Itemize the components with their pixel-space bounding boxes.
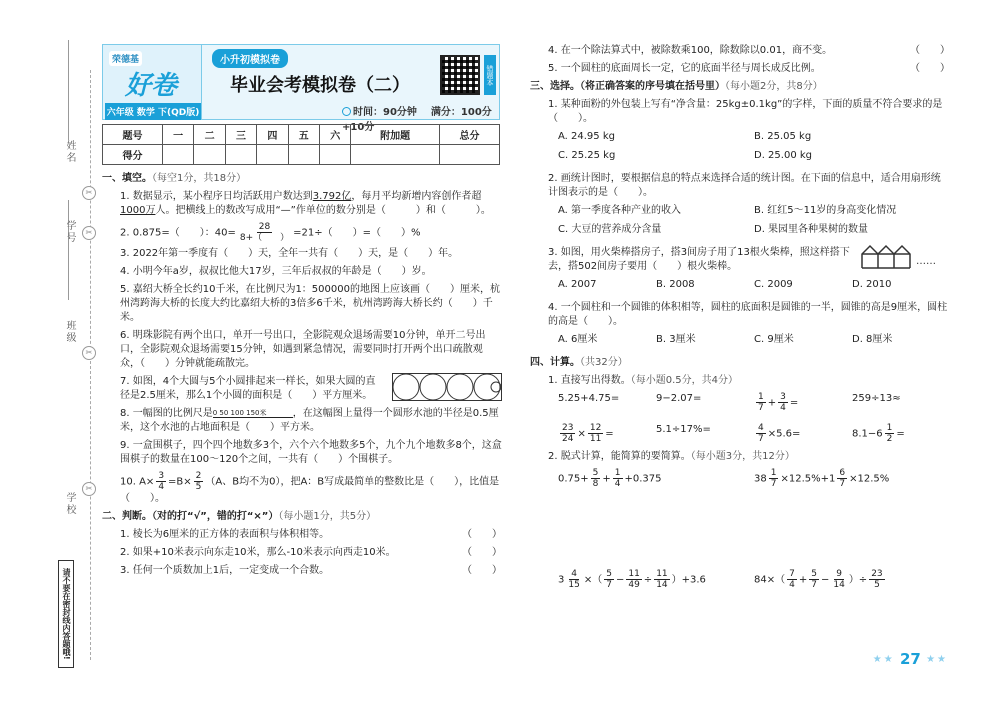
option[interactable]: B. 红红5～11岁的身高变化情况 (754, 205, 897, 216)
fraction (238, 222, 291, 243)
q-text: =B× (168, 476, 192, 488)
q-text: 2. 0.875=（ ）：40= (120, 227, 236, 239)
score-cell[interactable] (225, 145, 256, 165)
q-note: （每小题3分，共12分） (690, 451, 795, 462)
calc-1 (530, 374, 950, 388)
exam-type-tag: 小升初模拟卷 (212, 49, 288, 68)
choice-1: 1. 某种面粉的外包装上写有“净含量：25kg±0.1kg”的字样，下面的质量不符合要求的是（ ）。 (548, 99, 943, 124)
option[interactable]: A. 2007 (558, 279, 597, 290)
right-column (530, 44, 950, 596)
calc-item: $\frac{4}{7}$ ×5.6= (758, 423, 801, 444)
section-note: （每小题2分，共8分） (725, 81, 823, 92)
fraction (194, 471, 204, 492)
question-1 (102, 190, 502, 218)
score-cell[interactable] (439, 145, 499, 165)
question-9: 9. 一盒围棋子，四个四个地数多3个，六个六个地数多5个，九个九个地数多8个，这盒围棋子的数量在100～120个之间，一共有（ ）个围棋子。 (120, 440, 502, 465)
calc-item: 9−2.07= (656, 393, 702, 404)
option[interactable]: C. 2009 (754, 279, 793, 290)
option[interactable]: B. 3厘米 (656, 334, 696, 345)
question-7 (102, 375, 502, 403)
class-label: 班级 (64, 320, 75, 344)
answer-space[interactable] (530, 495, 950, 569)
q-text: 1. 数据显示，某小程序日均活跃用户数达到 (120, 191, 313, 202)
choice-1-options (530, 130, 950, 168)
section-title: 三、选择。（将正确答案的序号填在括号里） (530, 81, 725, 92)
q-text: 人。把横线上的数改写成用“—”作单位的数分别是（ ）和（ ）。 (155, 205, 491, 216)
question-10 (102, 471, 502, 506)
option[interactable]: C. 25.25 kg (558, 150, 616, 161)
section-note: （每空1分，共18分） (152, 173, 247, 184)
calc-item: 8.1−6 $\frac{1}{2}$ = (852, 423, 905, 444)
score-table-header: 三 (225, 125, 256, 145)
score-table-header: 总分 (439, 125, 499, 145)
q-text: 4. 在一个除法算式中，被除数乘100，除数除以0.01，商不变。 (548, 45, 833, 56)
q-text: 3. 任何一个质数加上1后，一定变成一个合数。 (120, 565, 330, 576)
calc-item: 5.1÷17%= (656, 424, 711, 435)
id-label: 学号 (64, 220, 75, 244)
q-text: 2. 如果+10米表示向东走10米，那么-10米表示向西走10米。 (120, 547, 396, 558)
section-judge (102, 510, 502, 524)
calc-2 (530, 450, 950, 464)
exam-title: 毕业会考模拟卷（二） (230, 75, 410, 96)
judge-3 (102, 564, 502, 578)
fraction (156, 471, 166, 492)
score-row-label: 得分 (103, 145, 163, 165)
q-text: 8.1−6 (852, 428, 883, 440)
logo-box (102, 44, 202, 120)
score-table-header: 六 (320, 125, 351, 145)
option[interactable]: B. 2008 (656, 279, 695, 290)
section-calc (530, 356, 950, 370)
section-title: 四、计算。 (530, 357, 580, 368)
q-text: =21÷（ ）=（ ）% (293, 227, 421, 239)
option[interactable]: A. 6厘米 (558, 334, 598, 345)
numerator: 3 (158, 471, 165, 481)
option[interactable]: B. 25.05 kg (754, 131, 812, 142)
seal-warning: 请不要在密封线内答题哦! (58, 560, 74, 668)
score-table-row (103, 145, 500, 165)
title-area (202, 44, 500, 133)
section-note: （共32分） (580, 357, 628, 368)
calc-item: 38 $\frac{1}{7}$ ×12.5%+1 $\frac{6}{7}$ ×12.5% (754, 468, 890, 489)
school-label: 学校 (64, 492, 75, 516)
grade-label: 六年级 数学 下(QD版) (105, 103, 201, 120)
q-text: 2. 脱式计算，能简算的要简算。 (548, 451, 691, 462)
calc-item: 84×（ $\frac{7}{4}$ + $\frac{5}{7}$ − $\frac{9}{14}$ ）÷ $\frac{23}{5}$ (754, 569, 883, 590)
section-title: 一、填空。 (102, 173, 152, 184)
score-cell[interactable] (257, 145, 288, 165)
choice-2-options (530, 204, 950, 242)
choice-4-options (530, 333, 950, 352)
question-8 (102, 407, 502, 435)
q-text: 8. 一幅图的比例尺是 (120, 408, 213, 419)
score-cell[interactable] (288, 145, 319, 165)
scissor-icon: ✂ (82, 226, 96, 240)
choice-3 (530, 246, 950, 274)
section-fill-blank (102, 172, 502, 186)
choice-3-options (530, 278, 950, 297)
star-icon: ★★ (926, 654, 948, 665)
option[interactable]: D. 2010 (852, 279, 892, 290)
score-table-header: 四 (257, 125, 288, 145)
exam-header (102, 44, 500, 133)
score-table (102, 124, 500, 165)
q-note: （每小题0.5分，共4分） (630, 375, 738, 386)
name-label: 姓名 (64, 140, 75, 164)
answer-paren[interactable]: （ ） (462, 529, 502, 540)
svg-text:……: …… (916, 256, 936, 267)
calc-item: 3 $\frac{4}{15}$ ×（ $\frac{5}{7}$ − $\frac{11}{49}$ ÷ $\frac{11}{14}$ ）+3.6 (558, 569, 706, 590)
q-text: 5. 一个圆柱的底面周长一定，它的底面半径与周长成反比例。 (548, 63, 821, 74)
score-table-header: 五 (288, 125, 319, 145)
name-line (68, 40, 69, 140)
choice-4: 4. 一个圆柱和一个圆锥的体积相等，圆柱的底面积是圆锥的一半，圆锥的高是9厘米，圆柱的高是（ ）。 (548, 302, 948, 327)
binding-margin (0, 0, 98, 711)
scale-label: 0 50 100 150米 (212, 409, 267, 417)
q-text: （A、B均不为0），把A：B写成最简单的整数比是（ ），比值是（ ）。 (120, 476, 500, 504)
step-calc-grid-2 (530, 569, 950, 590)
q-text: ×5.6= (767, 428, 801, 440)
seal-line (90, 70, 91, 660)
score-table-header: 附加题 (351, 125, 440, 145)
numerator: 2 (195, 471, 202, 481)
option[interactable]: A. 第一季度各种产业的收入 (558, 205, 682, 216)
denominator: 4 (158, 482, 165, 492)
score-cell[interactable] (162, 145, 193, 165)
brand-name: 荣德基 (109, 51, 142, 66)
step-calc-grid (530, 468, 950, 489)
judge-4 (530, 44, 950, 58)
calc-item: 259÷13≈ (852, 393, 901, 404)
section-title: 二、判断。（对的打“√”，错的打“×”） (102, 511, 279, 522)
denominator: 5 (195, 482, 202, 492)
q-text: 10. A× (120, 476, 155, 488)
q-text: ，每月平均新增内容创作者超 (351, 191, 482, 202)
matchstick-houses-figure (860, 242, 940, 270)
question-2 (102, 222, 502, 243)
figure-frame (392, 373, 502, 401)
option[interactable]: D. 25.00 kg (754, 150, 813, 161)
option[interactable]: A. 24.95 kg (558, 131, 615, 142)
denominator: 8+（ ） (239, 233, 290, 243)
score-cell[interactable] (320, 145, 351, 165)
left-column (102, 170, 502, 582)
score-table-header-row (103, 125, 500, 145)
star-icon: ★★ (872, 654, 895, 665)
section-choice (530, 80, 950, 94)
answer-paren[interactable]: （ ） (462, 547, 502, 558)
qr-code-icon[interactable] (440, 55, 480, 95)
question-5: 5. 嘉绍大桥全长约10千米，在比例尺为1：500000的地图上应该画（ ）厘米，杭州湾跨海大桥的长度大约比嘉绍大桥的3倍多6千米，杭州湾跨海大桥长约（ ）千米。 (120, 284, 500, 323)
option[interactable]: C. 9厘米 (754, 334, 794, 345)
scissor-icon: ✂ (82, 346, 96, 360)
mental-calc-grid (530, 392, 950, 444)
question-6: 6. 明珠影院有两个出口，单开一号出口，全影院观众退场需要10分钟，单开二号出口，全影院观众退场需要15分钟，如遇到紧急情况，需要同时打开两个出口疏散观众，（ ）分钟就能疏散完。 (120, 330, 486, 369)
score-table-header: 二 (194, 125, 225, 145)
page-number (873, 650, 948, 668)
q-underlined: 1000万 (120, 205, 156, 216)
judge-5 (530, 62, 950, 76)
q-text: ，在这幅图上量得一个圆形水池的半径是0.5厘米，这个水池的占地面积是（ ）平方米。 (120, 408, 499, 433)
exam-score: 满分：100分+10分 (342, 107, 492, 133)
q-text: 1. 棱长为6厘米的正方体的表面积与体积相等。 (120, 529, 330, 540)
judge-2 (102, 546, 502, 560)
score-table-header: 一 (162, 125, 193, 145)
calc-item: $\frac{1}{7}$ + $\frac{3}{4}$ = (758, 392, 799, 413)
score-cell[interactable] (351, 145, 440, 165)
option[interactable]: D. 8厘米 (852, 334, 893, 345)
option[interactable]: C. 大豆的营养成分含量 (558, 224, 662, 235)
calc-item: $\frac{23}{24}$ × $\frac{12}{11}$ = (562, 423, 614, 444)
exam-time: 时间：90分钟 (353, 107, 417, 118)
calc-item: 0.75+ $\frac{5}{8}$ + $\frac{1}{4}$ +0.375 (558, 468, 662, 489)
scissor-icon: ✂ (82, 186, 96, 200)
score-table-header: 题号 (103, 125, 163, 145)
scissor-icon: ✂ (82, 482, 96, 496)
answer-paren[interactable]: （ ） (910, 63, 950, 74)
score-cell[interactable] (194, 145, 225, 165)
qr-tag: 错题本 (484, 55, 496, 95)
clock-icon (342, 107, 351, 116)
q-underlined: 3.792亿 (312, 191, 352, 202)
option[interactable]: D. 果园里各种果树的数量 (754, 224, 869, 235)
q-text: 7. 如图，4个大圆与5个小圆排起来一样长，如果大圆的直径是2.5厘米，那么1个小圆的面积是（ ）平方厘米。 (120, 376, 376, 401)
page-number-value: 27 (899, 650, 921, 668)
answer-paren[interactable]: （ ） (910, 45, 950, 56)
logo: 好卷 (125, 71, 178, 101)
answer-paren[interactable]: （ ） (462, 565, 502, 576)
question-3: 3. 2022年第一季度有（ ）天，全年一共有（ ）天，是（ ）年。 (120, 248, 459, 259)
question-4: 4. 小明今年a岁，叔叔比他大17岁，三年后叔叔的年龄是（ ）岁。 (120, 266, 432, 277)
circles-figure (392, 373, 502, 403)
numerator: 28 (258, 222, 271, 232)
calc-item: 5.25+4.75= (558, 393, 620, 404)
choice-2: 2. 画统计图时，要根据信息的特点来选择合适的统计图。在下面的信息中，适合用扇形统计图表示的是（ ）。 (548, 173, 941, 198)
id-line (68, 200, 69, 300)
judge-1 (102, 528, 502, 542)
q-text: 1. 直接写出得数。 (548, 375, 631, 386)
scale-bar (213, 408, 293, 418)
section-note: （每小题1分，共5分） (278, 511, 377, 522)
q-text: 3. 如图，用火柴棒搭房子，搭3间房子用了13根火柴棒，照这样搭下去，搭502间房子要用（ ）根火柴棒。 (548, 247, 850, 272)
